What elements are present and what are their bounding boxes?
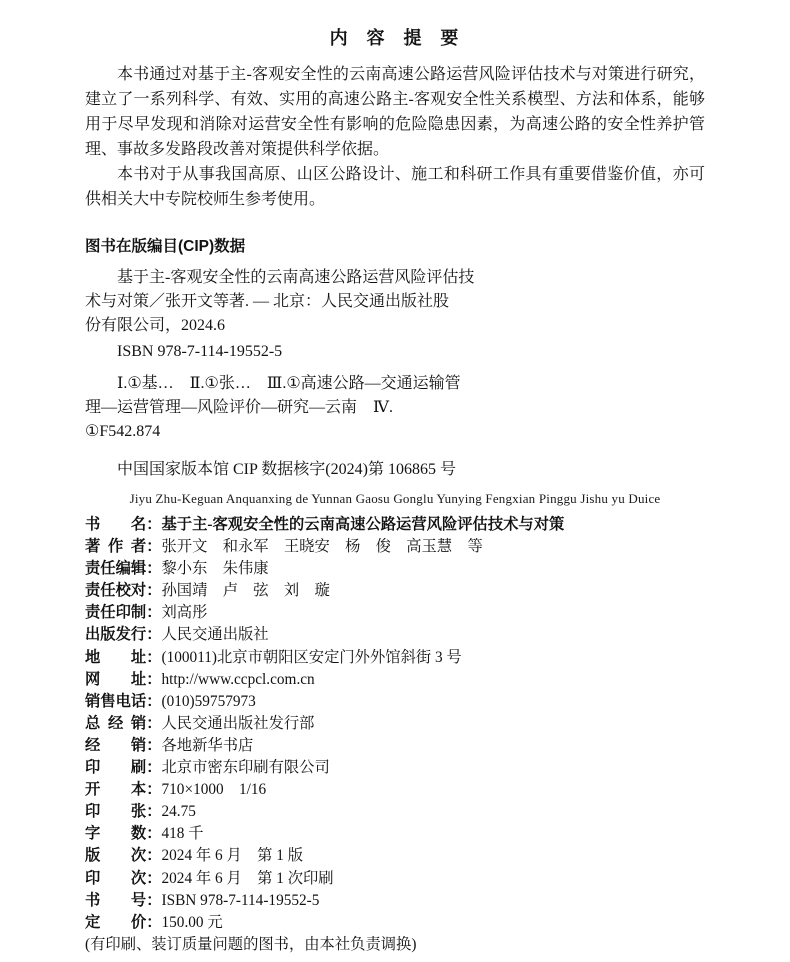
colophon-colon: ：	[146, 604, 162, 622]
colophon-label: 版次	[85, 847, 147, 865]
quality-note: (有印刷、装订质量问题的图书，由本社负责调换)	[85, 935, 417, 953]
colophon-colon: ：	[146, 538, 162, 556]
cip-line: 基于主-客观安全性的云南高速公路运营风险评估技	[117, 269, 475, 286]
colophon-label: 责任印制	[85, 604, 147, 622]
colophon-row	[85, 691, 705, 713]
colophon-list	[85, 514, 705, 934]
colophon-colon: ：	[146, 670, 162, 688]
colophon-row	[85, 779, 705, 801]
colophon-label: 定价	[85, 913, 147, 931]
page-title: 内 容 提 要	[329, 28, 461, 48]
colophon-row	[85, 514, 705, 536]
colophon-value: 各地新华书店	[161, 736, 254, 754]
colophon-value: 2024 年 6 月 第 1 版	[161, 847, 303, 865]
cip-line: 份有限公司，2024.6	[85, 317, 226, 334]
colophon-colon: ：	[146, 759, 162, 777]
colophon-label: 地址	[85, 648, 147, 666]
colophon-row	[85, 536, 705, 558]
cip-record: 中国国家版本馆 CIP 数据核字(2024)第 106865 号	[117, 461, 456, 478]
colophon-colon: ：	[146, 626, 162, 644]
colophon-colon: ：	[146, 736, 162, 754]
classification-line: ①F542.874	[85, 423, 161, 440]
colophon-row	[85, 735, 705, 757]
colophon-value: 710×1000 1/16	[161, 781, 267, 799]
colophon-label: 出版发行	[85, 626, 147, 644]
colophon-colon: ：	[146, 516, 162, 533]
colophon-label: 总经销	[85, 714, 147, 732]
colophon-colon: ：	[146, 847, 162, 865]
colophon-value: (010)59757973	[161, 692, 256, 710]
colophon-row	[85, 647, 705, 669]
colophon-value: 刘高彤	[161, 604, 208, 622]
colophon-row	[85, 580, 705, 602]
colophon-label: 经销	[85, 736, 147, 754]
colophon-colon: ：	[146, 803, 162, 821]
classification-line: Ⅰ.①基… Ⅱ.①张… Ⅲ.①高速公路—交通运输管	[117, 375, 461, 392]
classification-line: 理—运营管理—风险评价—研究—云南 Ⅳ.	[85, 399, 393, 416]
colophon-row	[85, 713, 705, 735]
colophon-row	[85, 757, 705, 779]
colophon-colon: ：	[146, 648, 162, 666]
colophon-colon: ：	[146, 891, 162, 909]
colophon-row	[85, 868, 705, 890]
summary-paragraph: 本书通过对基于主-客观安全性的云南高速公路运营风险评估技术与对策进行研究，建立了一系列科学、有效、实用的高速公路主-客观安全性关系模型、方法和体系，能够用于尽早发现和消除对运营安全性有影响的危险隐患因素，为高速公路的安全性养护管理、事故多发路段改善对策提供科学依据。	[85, 66, 705, 158]
colophon-row	[85, 801, 705, 823]
colophon-colon: ：	[146, 692, 162, 710]
colophon-label: 开本	[85, 781, 147, 799]
colophon-value: 2024 年 6 月 第 1 次印刷	[161, 869, 334, 887]
colophon-value: ISBN 978-7-114-19552-5	[161, 891, 320, 909]
colophon-label: 书号	[85, 891, 147, 909]
colophon-row	[85, 669, 705, 691]
colophon-value: 黎小东 朱伟康	[161, 560, 269, 578]
colophon-colon: ：	[146, 869, 162, 887]
colophon-label: 责任校对	[85, 582, 147, 600]
colophon-label: 网址	[85, 670, 147, 688]
colophon-value: 人民交通出版社发行部	[161, 714, 315, 732]
pinyin-title: Jiyu Zhu-Keguan Anquanxing de Yunnan Gaosu Gonglu Yunying Fengxian Pinggu Jishu yu Duice	[129, 491, 661, 506]
colophon-row	[85, 624, 705, 646]
colophon-label: 书名	[85, 516, 147, 533]
colophon-label: 印张	[85, 803, 147, 821]
cip-classification-block	[85, 372, 705, 444]
colophon-colon: ：	[146, 781, 162, 799]
colophon-colon: ：	[146, 560, 162, 578]
colophon-label: 印刷	[85, 759, 147, 777]
colophon-row	[85, 912, 705, 934]
colophon-colon: ：	[146, 714, 162, 732]
colophon-label: 著作者	[85, 538, 147, 556]
cip-book-block	[85, 266, 705, 364]
cip-line: 术与对策／张开文等著. — 北京：人民交通出版社股	[85, 293, 450, 310]
colophon-label: 印次	[85, 869, 147, 887]
colophon-value: 418 千	[161, 825, 204, 843]
colophon-row	[85, 558, 705, 580]
colophon-row	[85, 845, 705, 867]
colophon-value: 北京市密东印刷有限公司	[161, 759, 330, 777]
cip-heading: 图书在版编目(CIP)数据	[85, 238, 246, 255]
colophon-value: 24.75	[161, 803, 196, 821]
colophon-value: http://www.ccpcl.com.cn	[161, 670, 315, 688]
colophon-value: 张开文 和永军 王晓安 杨 俊 高玉慧 等	[161, 538, 483, 556]
colophon-row	[85, 823, 705, 845]
colophon-colon: ：	[146, 582, 162, 600]
isbn-line: ISBN 978-7-114-19552-5	[117, 343, 283, 360]
colophon-colon: ：	[146, 913, 162, 931]
colophon-value: 人民交通出版社	[161, 626, 269, 644]
summary-paragraph: 本书对于从事我国高原、山区公路设计、施工和科研工作具有重要借鉴价值，亦可供相关大中专院校师生参考使用。	[85, 166, 705, 208]
colophon-colon: ：	[146, 825, 162, 843]
colophon-label: 销售电话	[85, 692, 147, 710]
colophon-value: (100011)北京市朝阳区安定门外外馆斜街 3 号	[161, 648, 462, 666]
colophon-value: 150.00 元	[161, 913, 223, 931]
colophon-row	[85, 602, 705, 624]
colophon-label: 责任编辑	[85, 560, 147, 578]
colophon-value: 孙国靖 卢 弦 刘 璇	[161, 582, 330, 600]
colophon-value: 基于主-客观安全性的云南高速公路运营风险评估技术与对策	[161, 516, 565, 533]
colophon-row	[85, 890, 705, 912]
colophon-label: 字数	[85, 825, 147, 843]
